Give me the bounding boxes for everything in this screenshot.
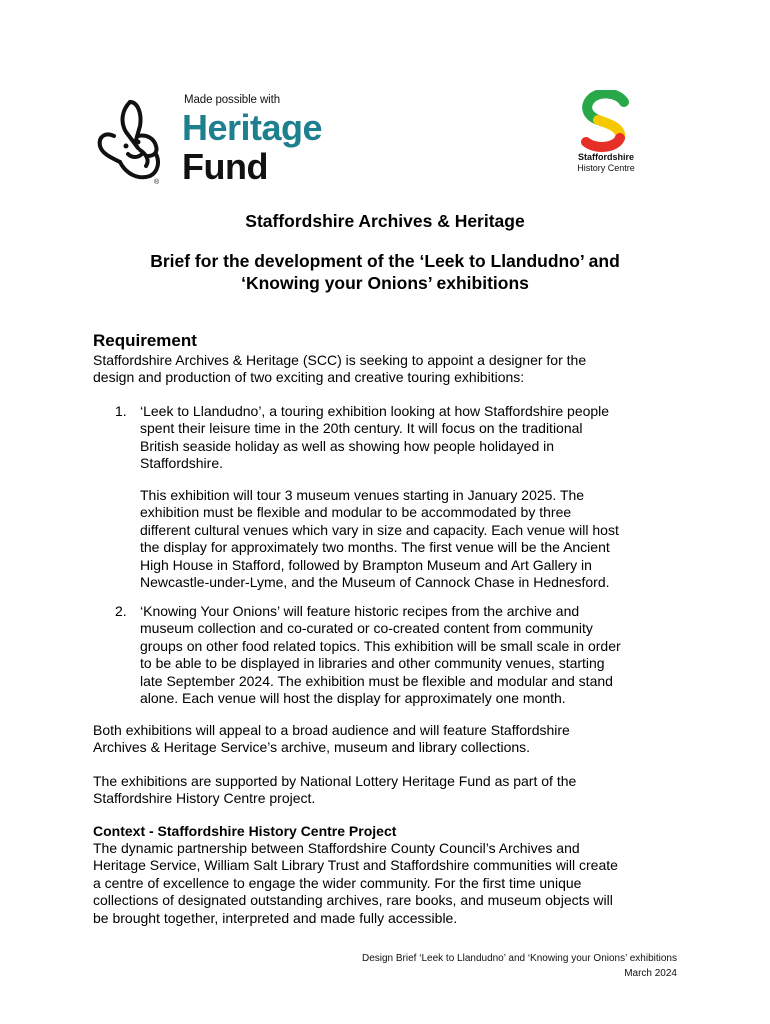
history-centre-logo	[566, 90, 646, 182]
context-paragraph	[93, 840, 693, 927]
paragraph-line: Staffordshire History Centre project.	[93, 790, 316, 807]
footer-date: March 2024	[624, 968, 677, 979]
intro-line: design and production of two exciting and creative touring exhibitions:	[93, 369, 525, 386]
intro-line: Staffordshire Archives & Heritage (SCC) is seeking to appoint a designer for the	[93, 352, 587, 368]
paragraph-line: Both exhibitions will appeal to a broad audience and will feature Staffordshire	[93, 722, 570, 738]
sub-line: the display for approximately two months. The first venue will be the Ancient	[140, 539, 610, 556]
list-item-body	[140, 603, 700, 707]
fund-wordmark: Fund	[182, 146, 268, 187]
sub-line: This exhibition will tour 3 museum venues starting in January 2025. The	[140, 487, 585, 503]
s-swirl-icon	[578, 90, 634, 152]
history-centre-line2: History Centre	[577, 163, 635, 173]
paragraph-line: a centre of excellence to engage the wider community. For the first time unique	[93, 874, 582, 891]
brief-title	[0, 250, 770, 294]
list-line: ‘Knowing Your Onions’ will feature historic recipes from the archive and	[140, 603, 580, 619]
paragraph-line: The dynamic partnership between Staffordshire County Council’s Archives and	[93, 840, 580, 856]
made-possible-text: Made possible with	[184, 94, 281, 106]
sub-line: High House in Stafford, followed by Brampton Museum and Art Gallery in	[140, 556, 592, 573]
context-heading: Context - Staffordshire History Centre Project	[93, 823, 397, 839]
page-footer	[362, 951, 677, 981]
list-number: 2.	[115, 603, 127, 619]
paragraph-line: The exhibitions are supported by National Lottery Heritage Fund as part of the	[93, 773, 577, 789]
list-item-subparagraph	[140, 487, 619, 591]
svg-text:®: ®	[154, 179, 160, 186]
requirement-intro	[93, 352, 693, 387]
brief-title-line1: Brief for the development of the ‘Leek to Llandudno’ and	[150, 251, 620, 271]
crossed-fingers-icon	[92, 96, 172, 188]
paragraph-line: be brought together, interpreted and made fully accessible.	[93, 909, 458, 926]
history-centre-line1: Staffordshire	[577, 152, 634, 162]
brief-title-line2: ‘Knowing your Onions’ exhibitions	[241, 273, 529, 293]
both-exhibitions-paragraph	[93, 722, 693, 757]
list-line: spent their leisure time in the 20th century. It will focus on the traditional	[140, 420, 583, 437]
requirement-heading: Requirement	[93, 331, 197, 350]
sub-line: Newcastle-under-Lyme, and the Museum of Cannock Chase in Hednesford.	[140, 574, 610, 591]
list-line: to be able to be displayed in libraries and other community venues, starting	[140, 655, 605, 672]
list-number: 1.	[115, 403, 127, 419]
list-line: alone. Each venue will host the display for approximately one month.	[140, 690, 566, 707]
sub-line: different cultural venues which vary in size and capacity. Each venue will host	[140, 521, 619, 538]
support-paragraph	[93, 773, 693, 808]
list-line: museum collection and co-curated or co-created content from community	[140, 620, 593, 637]
list-line: late September 2024. The exhibition must be flexible and modular and stand	[140, 672, 613, 689]
paragraph-line: collections of designated outstanding archives, rare books, and museum objects will	[93, 892, 613, 909]
list-line: ‘Leek to Llandudno’, a touring exhibition looking at how Staffordshire people	[140, 403, 610, 419]
paragraph-line: Heritage Service, William Salt Library Trust and Staffordshire communities will create	[93, 857, 618, 874]
paragraph-line: Archives & Heritage Service’s archive, museum and library collections.	[93, 739, 531, 756]
heritage-fund-logo	[92, 94, 352, 190]
list-line: Staffordshire.	[140, 455, 224, 472]
footer-line: Design Brief ‘Leek to Llandudno’ and ‘Knowing your Onions’ exhibitions	[361, 953, 677, 964]
list-line: groups on other food related topics. This exhibition will be small scale in order	[140, 637, 621, 654]
list-item-body	[140, 403, 700, 473]
sub-line: exhibition must be flexible and modular to be accommodated by three	[140, 504, 572, 521]
list-line: British seaside holiday as well as showing how people holidayed in	[140, 437, 555, 454]
heritage-wordmark: Heritage	[182, 107, 323, 148]
org-title: Staffordshire Archives & Heritage	[245, 211, 525, 231]
